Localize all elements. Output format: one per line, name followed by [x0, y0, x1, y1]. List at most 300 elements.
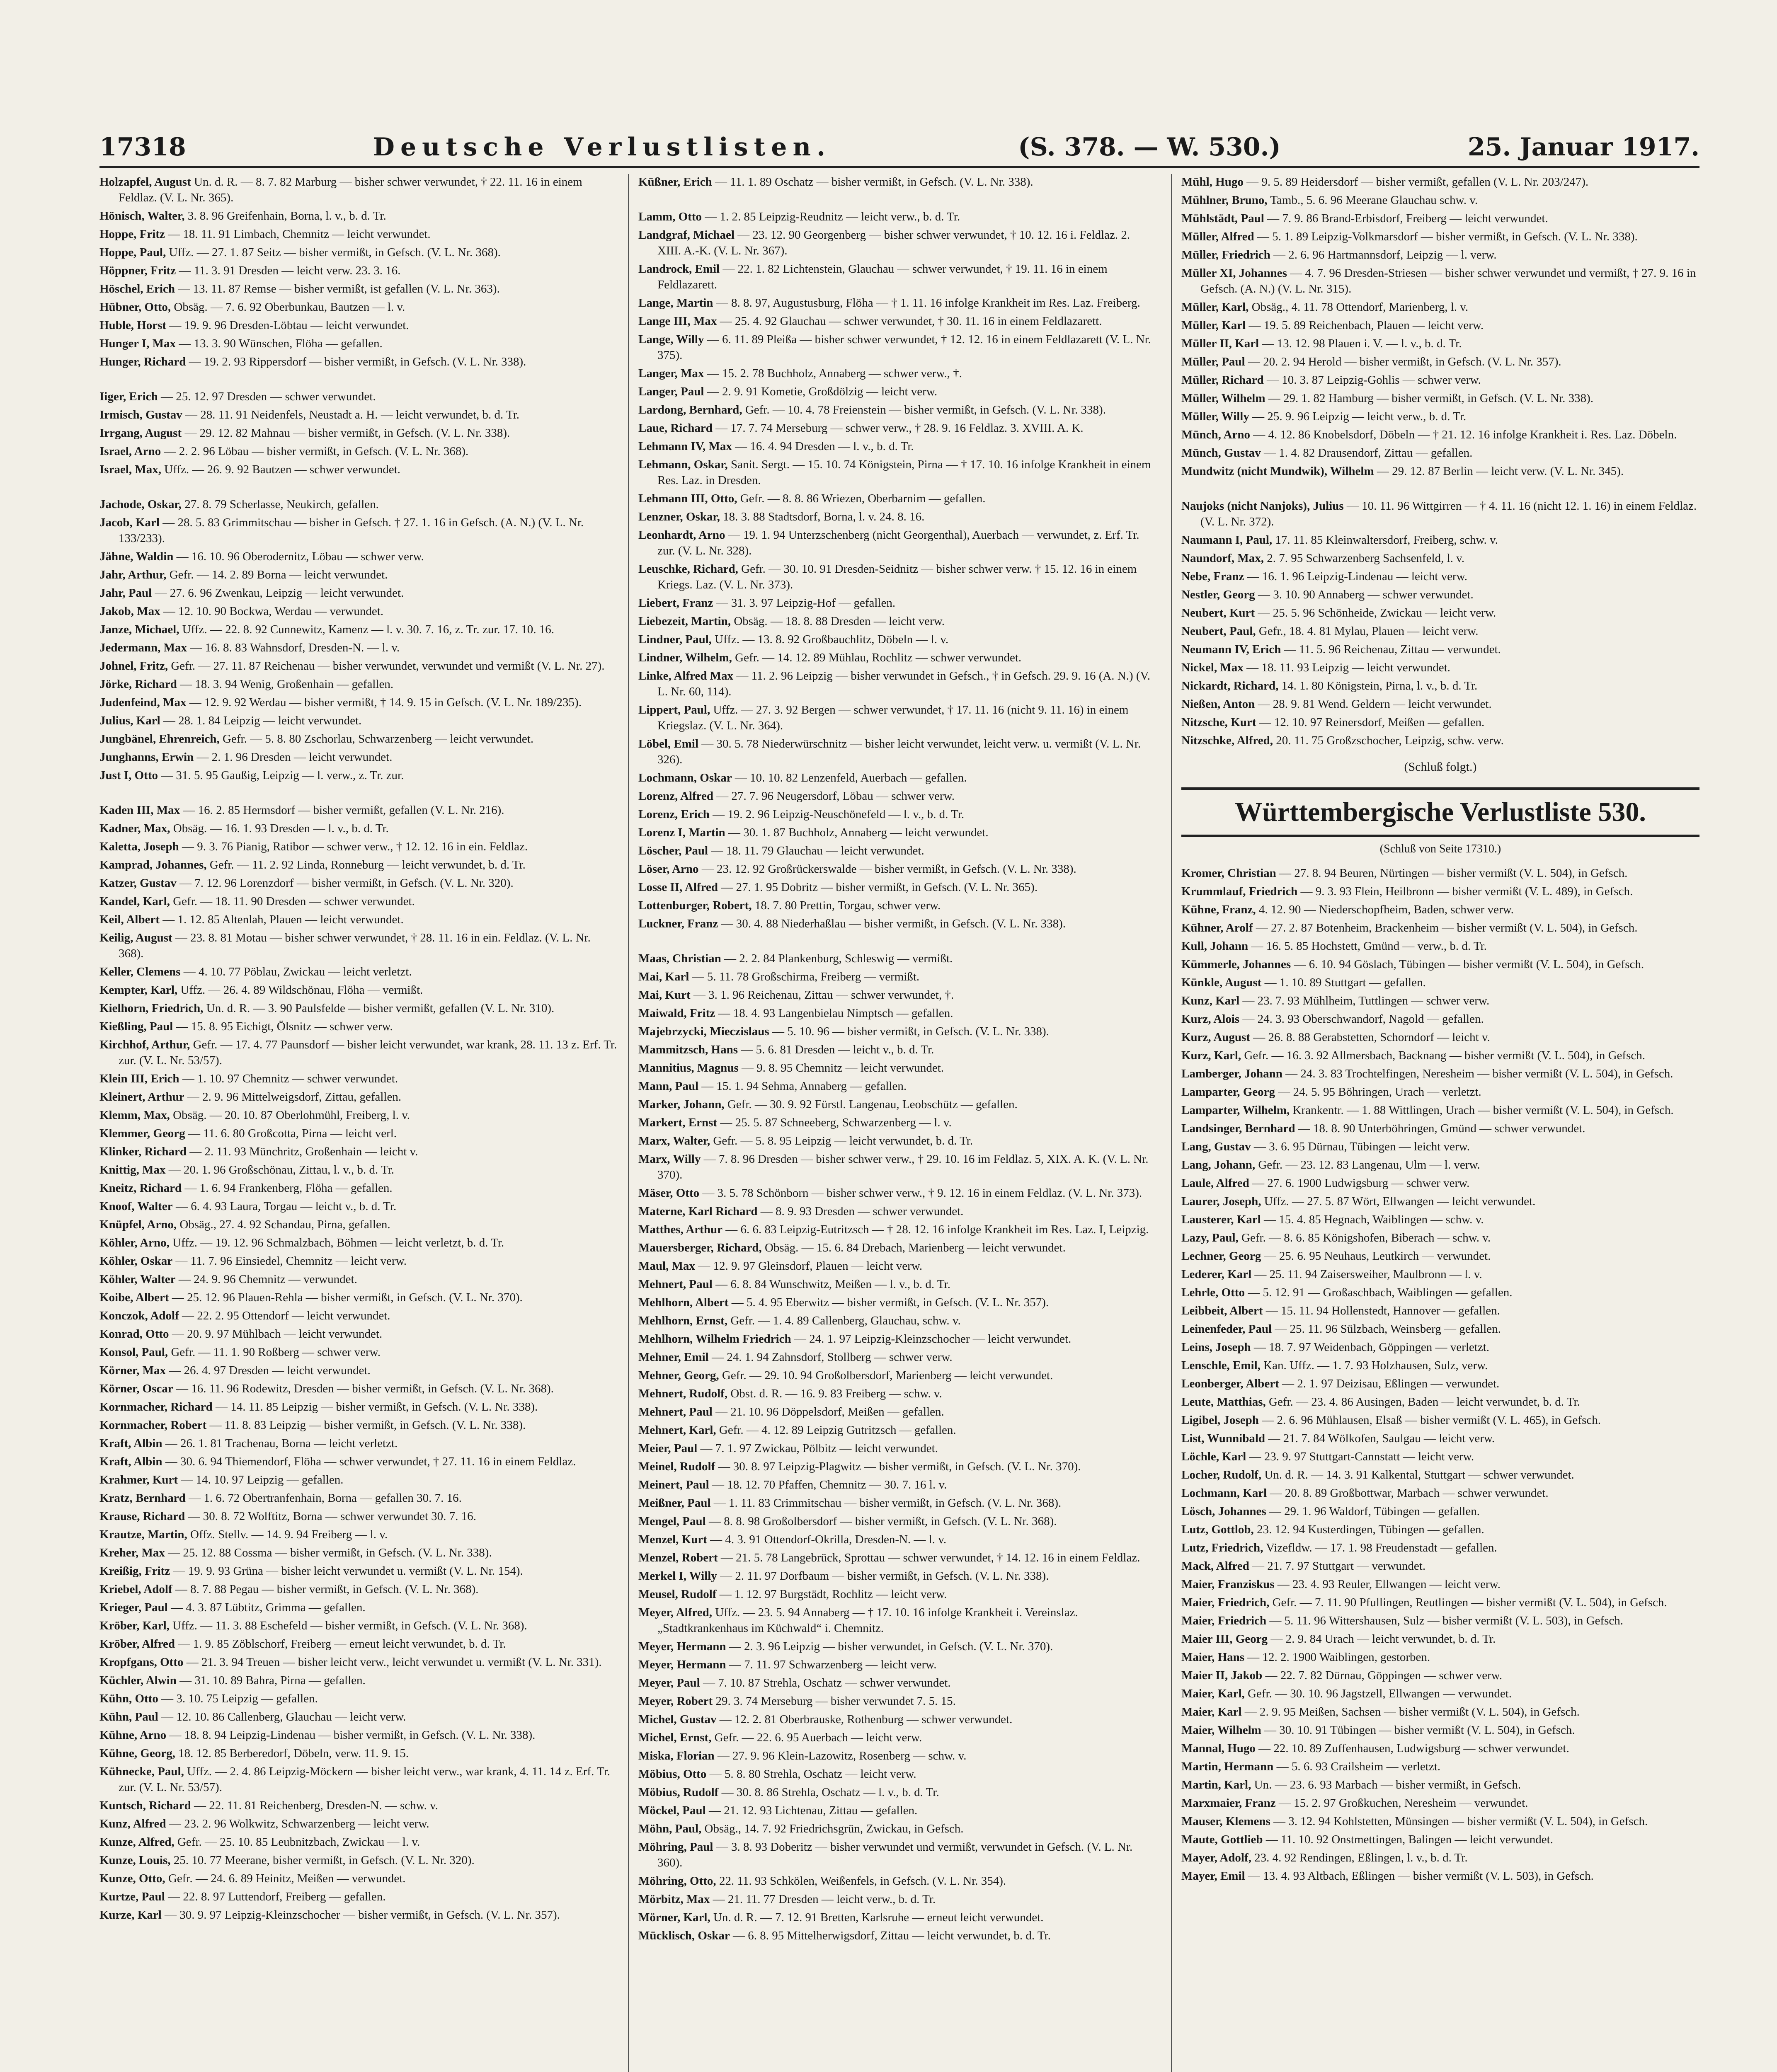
entry-name: Mühl, Hugo	[1181, 175, 1244, 189]
entry-details: — 5. 11. 96 Wittershausen, Sulz — bisher vermißt (V. L. 503), in Gefsch.	[1269, 1614, 1624, 1627]
entry-name: Müller XI, Johannes	[1181, 266, 1287, 280]
entry-name: Kröber, Karl,	[99, 1619, 170, 1632]
entry-details: — 23. 12. 92 Großrückerswalde — bisher vermißt, in Gefsch. (V. L. Nr. 338).	[701, 862, 1076, 876]
entry-details: — 16. 8. 83 Wahnsdorf, Dresden-N. — l. v.	[190, 641, 400, 654]
casualty-entry	[1181, 1157, 1699, 1173]
entry-name: Lenzner, Oskar,	[638, 510, 720, 523]
entry-details: — 6. 4. 93 Laura, Torgau — leicht v., b. d. Tr.	[175, 1200, 397, 1213]
entry-details: Gefr. — 8. 6. 85 Königshofen, Biberach — schw. v.	[1241, 1231, 1491, 1244]
entry-name: Maier, Wilhelm	[1181, 1723, 1261, 1737]
entry-details: — 18. 11. 93 Leipzig — leicht verwundet.	[1246, 661, 1450, 674]
casualty-entry	[99, 1490, 618, 1506]
entry-name: Lenschle, Emil,	[1181, 1359, 1261, 1372]
entry-details: — 25. 12. 97 Dresden — schwer verwundet.	[160, 390, 376, 403]
entry-name: Höppner, Fritz	[99, 264, 176, 277]
entry-details: — 28. 9. 81 Wend. Geldern — leicht verwundet.	[1258, 697, 1492, 711]
entry-details: — 23. 9. 97 Stuttgart-Cannstatt — leicht verw.	[1249, 1450, 1474, 1463]
casualty-entry	[1181, 1649, 1699, 1665]
casualty-entry	[638, 916, 1156, 932]
entry-details: — 9. 3. 93 Flein, Heilbronn — bisher vermißt (V. L. 489), in Gefsch.	[1300, 885, 1633, 898]
entry-details: — 6. 11. 89 Pleißa — bisher schwer verwundet, † 12. 12. 16 in einem Feldlazarett (V. L. Nr. 375).	[657, 333, 1151, 362]
casualty-entry	[638, 987, 1156, 1003]
casualty-entry	[1181, 884, 1699, 899]
entry-name: Müller, Friedrich	[1181, 248, 1270, 261]
casualty-entry	[99, 174, 618, 206]
casualty-entry	[1181, 1248, 1699, 1264]
casualty-entry	[99, 462, 618, 477]
entry-details: — 21. 5. 78 Langebrück, Sprottau — schwer verwundet, † 14. 12. 16 in einem Feldlaz.	[720, 1551, 1140, 1564]
casualty-entry	[99, 1363, 618, 1378]
entry-name: Müller, Karl,	[1181, 300, 1249, 314]
entry-name: Körner, Oscar	[99, 1382, 173, 1395]
entry-name: Kühne, Georg,	[99, 1747, 175, 1760]
entry-details: Obst. d. R. — 16. 9. 83 Freiberg — schw. v.	[730, 1387, 942, 1400]
entry-details: — 5. 4. 95 Eberwitz — bisher vermißt, in Gefsch. (V. L. Nr. 357).	[731, 1296, 1049, 1309]
issue-date: 25. Januar 1917.	[1467, 133, 1699, 162]
entry-details: — 25. 5. 87 Schneeberg, Schwarzenberg — l. v.	[720, 1116, 952, 1129]
entry-name: Maier, Karl	[1181, 1705, 1242, 1719]
entry-name: Keil, Albert	[99, 913, 160, 926]
entry-name: Kühner, Arolf	[1181, 921, 1253, 934]
entry-name: Majebrzycki, Mieczislaus	[638, 1025, 769, 1038]
entry-details: Uffz. — 27. 5. 87 Wört, Ellwangen — leicht verwundet.	[1264, 1195, 1536, 1208]
casualty-entry	[99, 1381, 618, 1397]
casualty-entry	[638, 491, 1156, 506]
entry-details: — 22. 10. 89 Zuffenhausen, Ludwigsburg — schwer verwundet.	[1258, 1742, 1569, 1755]
entry-name: Kühn, Paul	[99, 1710, 158, 1723]
entry-details: 23. 4. 92 Rendingen, Eßlingen, l. v., b. d. Tr.	[1254, 1851, 1468, 1864]
entry-details: — 3. 10. 75 Leipzig — gefallen.	[161, 1692, 318, 1705]
casualty-entry	[99, 1326, 618, 1342]
casualty-entry	[638, 1639, 1156, 1654]
entry-name: Liebert, Franz	[638, 596, 713, 610]
entry-name: Lange, Martin	[638, 296, 713, 310]
casualty-entry	[99, 1144, 618, 1159]
entry-details: — 26. 8. 88 Gerabstetten, Schorndorf — leicht v.	[1253, 1031, 1490, 1044]
entry-details: — 25. 6. 95 Neuhaus, Leutkirch — verwundet.	[1264, 1249, 1491, 1263]
entry-details: — 27. 8. 94 Beuren, Nürtingen — bisher vermißt (V. L. 504), in Gefsch.	[1279, 867, 1628, 880]
casualty-entry	[1181, 532, 1699, 548]
casualty-entry	[99, 1508, 618, 1524]
entry-details: — 15. 2. 78 Buchholz, Annaberg — schwer verw., †.	[707, 367, 962, 380]
entry-details: — 8. 8. 98 Großolbersdorf — bisher vermißt, in Gefsch. (V. L. Nr. 368).	[708, 1515, 1057, 1528]
casualty-entry	[638, 1532, 1156, 1547]
entry-name: Krautze, Martin,	[99, 1528, 187, 1541]
casualty-entry	[638, 1928, 1156, 1944]
entry-name: Leuschke, Richard,	[638, 562, 738, 576]
entry-name: Kropfgans, Otto	[99, 1656, 184, 1669]
casualty-entry	[638, 174, 1156, 190]
entry-details: — 15. 1. 94 Sehma, Annaberg — gefallen.	[701, 1080, 907, 1093]
casualty-entry	[99, 1545, 618, 1561]
entry-name: Hunger I, Max	[99, 337, 176, 350]
entry-details: Obsäg. — 16. 1. 93 Dresden — l. v., b. d. Tr.	[173, 822, 389, 835]
casualty-entry	[1181, 299, 1699, 315]
casualty-entry	[99, 354, 618, 370]
entry-name: Holzapfel, August	[99, 175, 191, 189]
entry-details: — 27. 7. 96 Neugersdorf, Löbau — schwer verw.	[716, 789, 955, 803]
entry-details: — 1. 9. 85 Zöblschorf, Freiberg — erneut leicht verwundet, b. d. Tr.	[178, 1637, 506, 1651]
casualty-entry	[638, 879, 1156, 895]
entry-details: Vizefldw. — 17. 1. 98 Freudenstadt — gefallen.	[1266, 1541, 1497, 1554]
entry-name: Miska, Florian	[638, 1749, 715, 1762]
casualty-entry	[638, 227, 1156, 259]
casualty-entry	[99, 1581, 618, 1597]
casualty-entry	[99, 1816, 618, 1832]
casualty-entry	[1181, 247, 1699, 263]
casualty-entry	[1181, 1503, 1699, 1519]
casualty-entry	[99, 1126, 618, 1141]
column-divider	[1171, 174, 1172, 2072]
casualty-entry	[638, 806, 1156, 822]
entry-name: Locher, Rudolf,	[1181, 1468, 1262, 1481]
casualty-entry	[1181, 1631, 1699, 1647]
casualty-entry	[1181, 660, 1699, 675]
entry-name: Maier, Friedrich	[1181, 1614, 1267, 1627]
entry-name: Jedermann, Max	[99, 641, 187, 654]
casualty-entry	[1181, 1868, 1699, 1884]
casualty-entry	[99, 622, 618, 637]
entry-name: Mundwitz (nicht Mundwik), Wilhelm	[1181, 465, 1374, 478]
entry-name: Mayer, Emil	[1181, 1869, 1245, 1883]
letter-group-gap	[99, 372, 618, 389]
casualty-entry	[99, 767, 618, 783]
entry-name: Möbius, Rudolf	[638, 1786, 719, 1799]
casualty-entry	[99, 1563, 618, 1579]
casualty-entry	[638, 1891, 1156, 1907]
entry-name: Neubert, Kurt	[1181, 606, 1255, 620]
casualty-entry	[1181, 445, 1699, 461]
entry-details: Obsäg., 4. 11. 78 Ottendorf, Marienberg, l. v.	[1251, 300, 1469, 314]
casualty-entry	[638, 527, 1156, 559]
entry-details: — 6. 8. 95 Mittelherwigsdorf, Zittau — leicht verwundet, b. d. Tr.	[733, 1929, 1051, 1942]
entry-name: Kreher, Max	[99, 1546, 165, 1559]
casualty-entry	[99, 1198, 618, 1214]
entry-name: Jahr, Paul	[99, 586, 152, 600]
entry-details: Un. d. R. — 14. 3. 91 Kalkental, Stuttgart — schwer verwundet.	[1264, 1468, 1574, 1481]
casualty-entry	[638, 1839, 1156, 1871]
entry-name: Menzel, Kurt	[638, 1533, 707, 1546]
entry-name: Judenfeind, Max	[99, 696, 187, 709]
entry-name: Kirchhof, Arthur,	[99, 1038, 190, 1051]
entry-details: Gefr. — 11. 2. 92 Linda, Ronneburg — leicht verwundet, b. d. Tr.	[209, 858, 526, 871]
entry-name: Michel, Gustav	[638, 1713, 717, 1726]
entry-name: Maier, Karl,	[1181, 1687, 1245, 1700]
entry-name: Linke, Alfred Max	[638, 669, 734, 683]
casualty-entry	[638, 969, 1156, 985]
casualty-entry	[99, 982, 618, 998]
entry-name: Huble, Horst	[99, 319, 167, 332]
issue-reference: (S. 378. — W. 530.)	[1018, 133, 1281, 162]
entry-name: Löbel, Emil	[638, 737, 699, 750]
entry-name: Kurz, Alois	[1181, 1012, 1240, 1026]
entry-name: Martin, Karl,	[1181, 1778, 1251, 1791]
entry-name: Marxmaier, Franz	[1181, 1796, 1276, 1810]
casualty-entry	[1181, 1740, 1699, 1756]
entry-details: — 12. 9. 92 Werdau — bisher vermißt, † 14. 9. 15 in Gefsch. (V. L. Nr. 189/235).	[189, 696, 582, 709]
entry-details: Gefr. — 4. 12. 89 Leipzig Gutritzsch — gefallen.	[719, 1423, 956, 1437]
casualty-entry	[99, 1834, 618, 1850]
casualty-entry	[638, 1185, 1156, 1201]
entry-name: Lutz, Gottlob,	[1181, 1523, 1254, 1536]
casualty-entry	[638, 861, 1156, 877]
entry-name: Jahr, Arthur,	[99, 568, 167, 581]
entry-details: — 3. 1. 96 Reichenau, Zittau — schwer verwundet, †.	[693, 988, 954, 1002]
entry-details: — 3. 8. 93 Doberitz — bisher verwundet und vermißt, verwundet in Gefsch. (V. L. Nr. 360).	[657, 1840, 1133, 1869]
entry-details: — 12. 10. 90 Bockwa, Werdau — verwundet.	[163, 605, 383, 618]
entry-details: — 26. 1. 81 Trachenau, Borna — leicht verletzt.	[165, 1437, 398, 1450]
casualty-entry	[1181, 174, 1699, 190]
entry-name: Jungbänel, Ehrenreich,	[99, 732, 220, 746]
casualty-entry	[1181, 1522, 1699, 1537]
entry-name: Lorenz I, Martin	[638, 826, 725, 839]
casualty-entry	[638, 1730, 1156, 1745]
entry-name: Maiwald, Fritz	[638, 1007, 715, 1020]
casualty-entry	[1181, 1485, 1699, 1501]
casualty-entry	[1181, 463, 1699, 479]
entry-details: Uffz. — 11. 3. 88 Eschefeld — bisher vermißt, in Gefsch. (V. L. Nr. 368).	[172, 1619, 527, 1632]
entry-name: Meier, Paul	[638, 1442, 698, 1455]
casualty-entry	[99, 407, 618, 423]
casualty-entry	[638, 1386, 1156, 1402]
entry-details: — 2. 1. 96 Dresden — leicht verwundet.	[196, 750, 393, 764]
entry-name: Losse II, Alfred	[638, 881, 718, 894]
casualty-entry	[638, 1276, 1156, 1292]
entry-name: Meyer, Robert	[638, 1694, 713, 1708]
entry-details: — 9. 3. 76 Pianig, Ratibor — schwer verw., † 12. 12. 16 in ein. Feldlaz.	[182, 840, 528, 853]
entry-name: Lardong, Bernhard,	[638, 403, 742, 416]
entry-details: — 12. 9. 97 Gleinsdorf, Plauen — leicht verw.	[698, 1259, 923, 1273]
entry-details: — 18. 12. 70 Pfaffen, Chemnitz — 30. 7. 16 l. v.	[712, 1478, 947, 1491]
entry-name: Mayer, Adolf,	[1181, 1851, 1251, 1864]
entry-details: — 4. 7. 96 Dresden-Striesen — bisher schwer verwundet und vermißt, † 27. 9. 16 in Gefsch. (A. N.) (V. L. Nr. 315).	[1200, 266, 1696, 295]
entry-details: — 16. 11. 96 Rodewitz, Dresden — bisher vermißt, in Gefsch. (V. L. Nr. 368).	[176, 1382, 554, 1395]
casualty-entry	[99, 839, 618, 854]
entry-details: — 6. 6. 83 Leipzig-Eutritzsch — † 28. 12. 16 infolge Krankheit im Res. Laz. I, Leipzig.	[725, 1223, 1149, 1236]
entry-name: Kunz, Karl	[1181, 994, 1240, 1007]
entry-name: Laue, Richard	[638, 421, 713, 435]
entry-details: — 13. 12. 98 Plauen i. V. — l. v., b. d. Tr.	[1262, 337, 1462, 350]
entry-name: Landsinger, Bernhard	[1181, 1122, 1295, 1135]
entry-details: Gefr. — 18. 11. 90 Dresden — schwer verwundet.	[173, 895, 415, 908]
casualty-entry	[99, 1019, 618, 1034]
casualty-entry	[1181, 1668, 1699, 1683]
entry-name: Maier, Hans	[1181, 1651, 1244, 1664]
casualty-entry	[99, 749, 618, 765]
entry-name: Lösch, Johannes	[1181, 1505, 1266, 1518]
casualty-entry	[99, 802, 618, 818]
entry-name: Meißner, Paul	[638, 1496, 711, 1510]
entry-name: Kurze, Karl	[99, 1908, 162, 1922]
casualty-entry	[99, 1180, 618, 1196]
entry-name: Möhn, Paul,	[638, 1822, 702, 1835]
entry-details: — 11. 3. 91 Dresden — leicht verw. 23. 3. 16.	[179, 264, 401, 277]
entry-name: Mehnert, Karl,	[638, 1423, 716, 1437]
casualty-entry	[1181, 678, 1699, 694]
casualty-entry	[1181, 1212, 1699, 1227]
saxon-list-end	[1181, 174, 1699, 748]
entry-details: — 24. 5. 95 Böhringen, Urach — verletzt.	[1278, 1085, 1481, 1099]
casualty-entry	[99, 857, 618, 873]
casualty-entry	[638, 1873, 1156, 1889]
entry-name: Ligibel, Joseph	[1181, 1414, 1259, 1427]
casualty-entry	[638, 702, 1156, 733]
entry-details: Krankentr. — 1. 88 Wittlingen, Urach — bisher vermißt (V. L. 504), in Gefsch.	[1292, 1104, 1674, 1117]
entry-details: — 6. 10. 94 Göslach, Tübingen — bisher vermißt (V. L. 504), in Gefsch.	[1294, 958, 1644, 971]
entry-details: Gefr. — 24. 6. 89 Heinitz, Meißen — verwundet.	[168, 1872, 406, 1885]
entry-details: — 12. 10. 86 Callenberg, Glauchau — leicht verw.	[161, 1710, 406, 1723]
entry-details: Uffz. — 26. 4. 89 Wildschönau, Flöha — vermißt.	[180, 983, 423, 997]
entry-name: Mann, Paul	[638, 1080, 699, 1093]
entry-details: — 7. 10. 87 Strehla, Oschatz — schwer verwundet.	[703, 1676, 951, 1690]
casualty-entry	[99, 443, 618, 459]
casualty-entry	[638, 1078, 1156, 1094]
entry-details: — 24. 1. 94 Zahnsdorf, Stollberg — schwer verw.	[711, 1351, 953, 1364]
casualty-entry	[638, 1803, 1156, 1818]
entry-details: — 16. 10. 96 Oberodernitz, Löbau — schwer verw.	[176, 550, 424, 563]
casualty-entry	[638, 1495, 1156, 1511]
entry-name: Maute, Gottlieb	[1181, 1833, 1263, 1846]
entry-details: — 8. 9. 93 Dresden — schwer verwundet.	[760, 1205, 964, 1218]
entry-name: Lang, Gustav	[1181, 1140, 1251, 1153]
entry-details: Obsäg. — 20. 10. 87 Oberlohmühl, Freiberg, l. v.	[173, 1109, 410, 1122]
casualty-entry	[99, 1107, 618, 1123]
casualty-entry	[638, 209, 1156, 225]
entry-name: Marx, Walter,	[638, 1134, 710, 1147]
casualty-entry	[99, 389, 618, 404]
casualty-entry	[99, 1417, 618, 1433]
entry-name: Leins, Joseph	[1181, 1341, 1251, 1354]
entry-name: Luckner, Franz	[638, 917, 718, 930]
entry-details: — 8. 8. 97, Augustusburg, Flöha — † 1. 11. 16 infolge Krankheit im Res. Laz. Freiberg.	[716, 296, 1140, 310]
entry-details: Gefr. — 5. 8. 95 Leipzig — leicht verwundet, b. d. Tr.	[713, 1134, 973, 1147]
entry-details: — 31. 3. 97 Leipzig-Hof — gefallen.	[716, 596, 896, 610]
casualty-entry	[99, 1454, 618, 1469]
entry-name: Meinert, Paul	[638, 1478, 709, 1491]
casualty-entry	[638, 1440, 1156, 1456]
entry-details: — 1. 11. 83 Crimmitschau — bisher vermißt, in Gefsch. (V. L. Nr. 368).	[713, 1496, 1062, 1510]
entry-name: Möhring, Paul	[638, 1840, 713, 1854]
casualty-entry	[99, 695, 618, 710]
entry-name: Höschel, Erich	[99, 282, 175, 295]
entry-details: Obsäg. — 7. 6. 92 Oberbunkau, Bautzen — l. v.	[174, 300, 405, 314]
entry-details: — 29. 1. 96 Waldorf, Tübingen — gefallen.	[1269, 1505, 1480, 1518]
casualty-entry	[638, 438, 1156, 454]
entry-details: Gefr. — 1. 4. 89 Callenberg, Glauchau, schw. v.	[730, 1314, 961, 1327]
entry-name: Neumann IV, Erich	[1181, 643, 1281, 656]
entry-name: Meinel, Rudolf	[638, 1460, 715, 1473]
entry-details: — 18. 11. 91 Limbach, Chemnitz — leicht verwundet.	[168, 228, 431, 241]
entry-name: Lutz, Friedrich,	[1181, 1541, 1263, 1554]
entry-name: Künkle, August	[1181, 976, 1262, 989]
entry-name: Kleinert, Arthur	[99, 1090, 184, 1104]
entry-name: Menzel, Robert	[638, 1551, 718, 1564]
casualty-entry	[99, 1636, 618, 1652]
entry-details: — 2. 2. 84 Plankenburg, Schleswig — vermißt.	[724, 952, 953, 965]
entry-name: Mannitius, Magnus	[638, 1061, 739, 1075]
entry-details: — 2. 11. 93 Münchritz, Großenhain — leicht v.	[189, 1145, 418, 1158]
entry-name: Klemm, Max,	[99, 1109, 170, 1122]
casualty-entry	[99, 208, 618, 224]
entry-details: — 27. 2. 87 Botenheim, Brackenheim — bisher vermißt (V. L. 504), in Gefsch.	[1256, 921, 1638, 934]
casualty-entry	[99, 1618, 618, 1634]
entry-name: Hunger, Richard	[99, 355, 186, 368]
entry-details: — 18. 7. 97 Weidenbach, Göppingen — verletzt.	[1253, 1341, 1489, 1354]
casualty-entry	[1181, 1449, 1699, 1464]
entry-details: — 4. 12. 86 Knobelsdorf, Döbeln — † 21. 12. 16 infolge Krankheit i. Res. Laz. Döbeln.	[1253, 428, 1677, 441]
casualty-entry	[99, 964, 618, 980]
entry-name: Kühn, Otto	[99, 1692, 158, 1705]
casualty-entry	[638, 1477, 1156, 1493]
column-divider	[628, 174, 629, 2072]
entry-name: Markert, Ernst	[638, 1116, 718, 1129]
entry-details: — 5. 10. 96 — bisher vermißt, in Gefsch. (V. L. Nr. 338).	[772, 1025, 1049, 1038]
entry-name: Konsol, Paul,	[99, 1346, 168, 1359]
entry-details: Sanit. Sergt. — 15. 10. 74 Königstein, Pirna — † 17. 10. 16 infolge Krankheit in einem Res. Laz. in Dresden.	[657, 458, 1151, 487]
entry-details: — 20. 2. 94 Herold — bisher vermißt, in Gefsch. (V. L. Nr. 357).	[1248, 355, 1561, 368]
entry-details: 18. 7. 80 Prettin, Torgau, schwer verw.	[754, 899, 941, 912]
entry-name: Mannal, Hugo	[1181, 1742, 1256, 1755]
entry-name: Müller, Karl	[1181, 319, 1246, 332]
casualty-entry	[99, 821, 618, 836]
entry-name: Lehmann IV, Max	[638, 440, 732, 453]
entry-name: Mehlhorn, Ernst,	[638, 1314, 728, 1327]
entry-name: Langer, Paul	[638, 385, 704, 398]
entry-details: 27. 8. 79 Scherlasse, Neukirch, gefallen.	[184, 498, 379, 511]
entry-details: — 27. 1. 95 Dobritz — bisher vermißt, in Gefsch. (V. L. Nr. 365).	[721, 881, 1038, 894]
casualty-entry	[99, 515, 618, 546]
entry-details: — 7. 12. 96 Lorenzdorf — bisher vermißt, in Gefsch. (V. L. Nr. 320).	[179, 876, 514, 890]
casualty-entry	[1181, 975, 1699, 990]
entry-details: — 10. 10. 82 Lenzenfeld, Auerbach — gefallen.	[735, 771, 967, 784]
casualty-entry	[638, 1042, 1156, 1058]
entry-details: Uffz. — 22. 8. 92 Cunnewitz, Kamenz — l. v. 30. 7. 16, z. Tr. zur. 17. 10. 16.	[182, 623, 555, 636]
entry-details: — 23. 4. 93 Reuler, Ellwangen — leicht verw.	[1277, 1578, 1501, 1591]
entry-name: Kümmerle, Johannes	[1181, 958, 1291, 971]
casualty-entry	[1181, 409, 1699, 424]
entry-details: — 11. 1. 89 Oschatz — bisher vermißt, in Gefsch. (V. L. Nr. 338).	[715, 175, 1033, 189]
entry-name: List, Wunnibald	[1181, 1432, 1265, 1445]
entry-name: Hoppe, Fritz	[99, 228, 165, 241]
entry-name: Küßner, Erich	[638, 175, 712, 189]
entry-name: Iiger, Erich	[99, 390, 158, 403]
entry-details: Un. d. R. — 8. 7. 82 Marburg — bisher schwer verwundet, † 22. 11. 16 in einem Feldlaz. (V. L. Nr. 365).	[119, 175, 582, 204]
casualty-entry	[99, 1399, 618, 1415]
entry-details: — 11. 7. 96 Einsiedel, Chemnitz — leicht verw.	[175, 1254, 407, 1268]
entry-name: Köhler, Walter	[99, 1273, 176, 1286]
casualty-entry	[638, 1568, 1156, 1584]
entry-name: Lochmann, Karl	[1181, 1486, 1267, 1500]
entry-name: Leonhardt, Arno	[638, 528, 725, 542]
entry-name: Müller, Wilhelm	[1181, 392, 1265, 405]
casualty-entry	[99, 1852, 618, 1868]
entry-name: Mühlner, Bruno,	[1181, 194, 1268, 207]
entry-details: — 28. 1. 84 Leipzig — leicht verwundet.	[163, 714, 362, 727]
entry-name: Kunze, Louis,	[99, 1854, 171, 1867]
casualty-entry	[99, 226, 618, 242]
entry-name: Naujoks (nicht Nanjoks), Julius	[1181, 499, 1344, 513]
casualty-entry	[99, 731, 618, 747]
entry-name: Knittig, Max	[99, 1163, 166, 1176]
entry-name: Jakob, Max	[99, 605, 160, 618]
entry-name: Kaletta, Joseph	[99, 840, 179, 853]
entry-details: — 30. 10. 91 Tübingen — bisher vermißt (V. L. 504), in Gefsch.	[1264, 1723, 1575, 1737]
entry-name: Martin, Hermann	[1181, 1760, 1274, 1773]
entry-name: Lange, Willy	[638, 333, 704, 346]
entry-details: — 11. 8. 83 Leipzig — bisher vermißt, in Gefsch. (V. L. Nr. 338).	[209, 1418, 526, 1432]
entry-details: — 5. 6. 81 Dresden — leicht v., b. d. Tr.	[741, 1043, 934, 1056]
casualty-entry	[1181, 920, 1699, 936]
